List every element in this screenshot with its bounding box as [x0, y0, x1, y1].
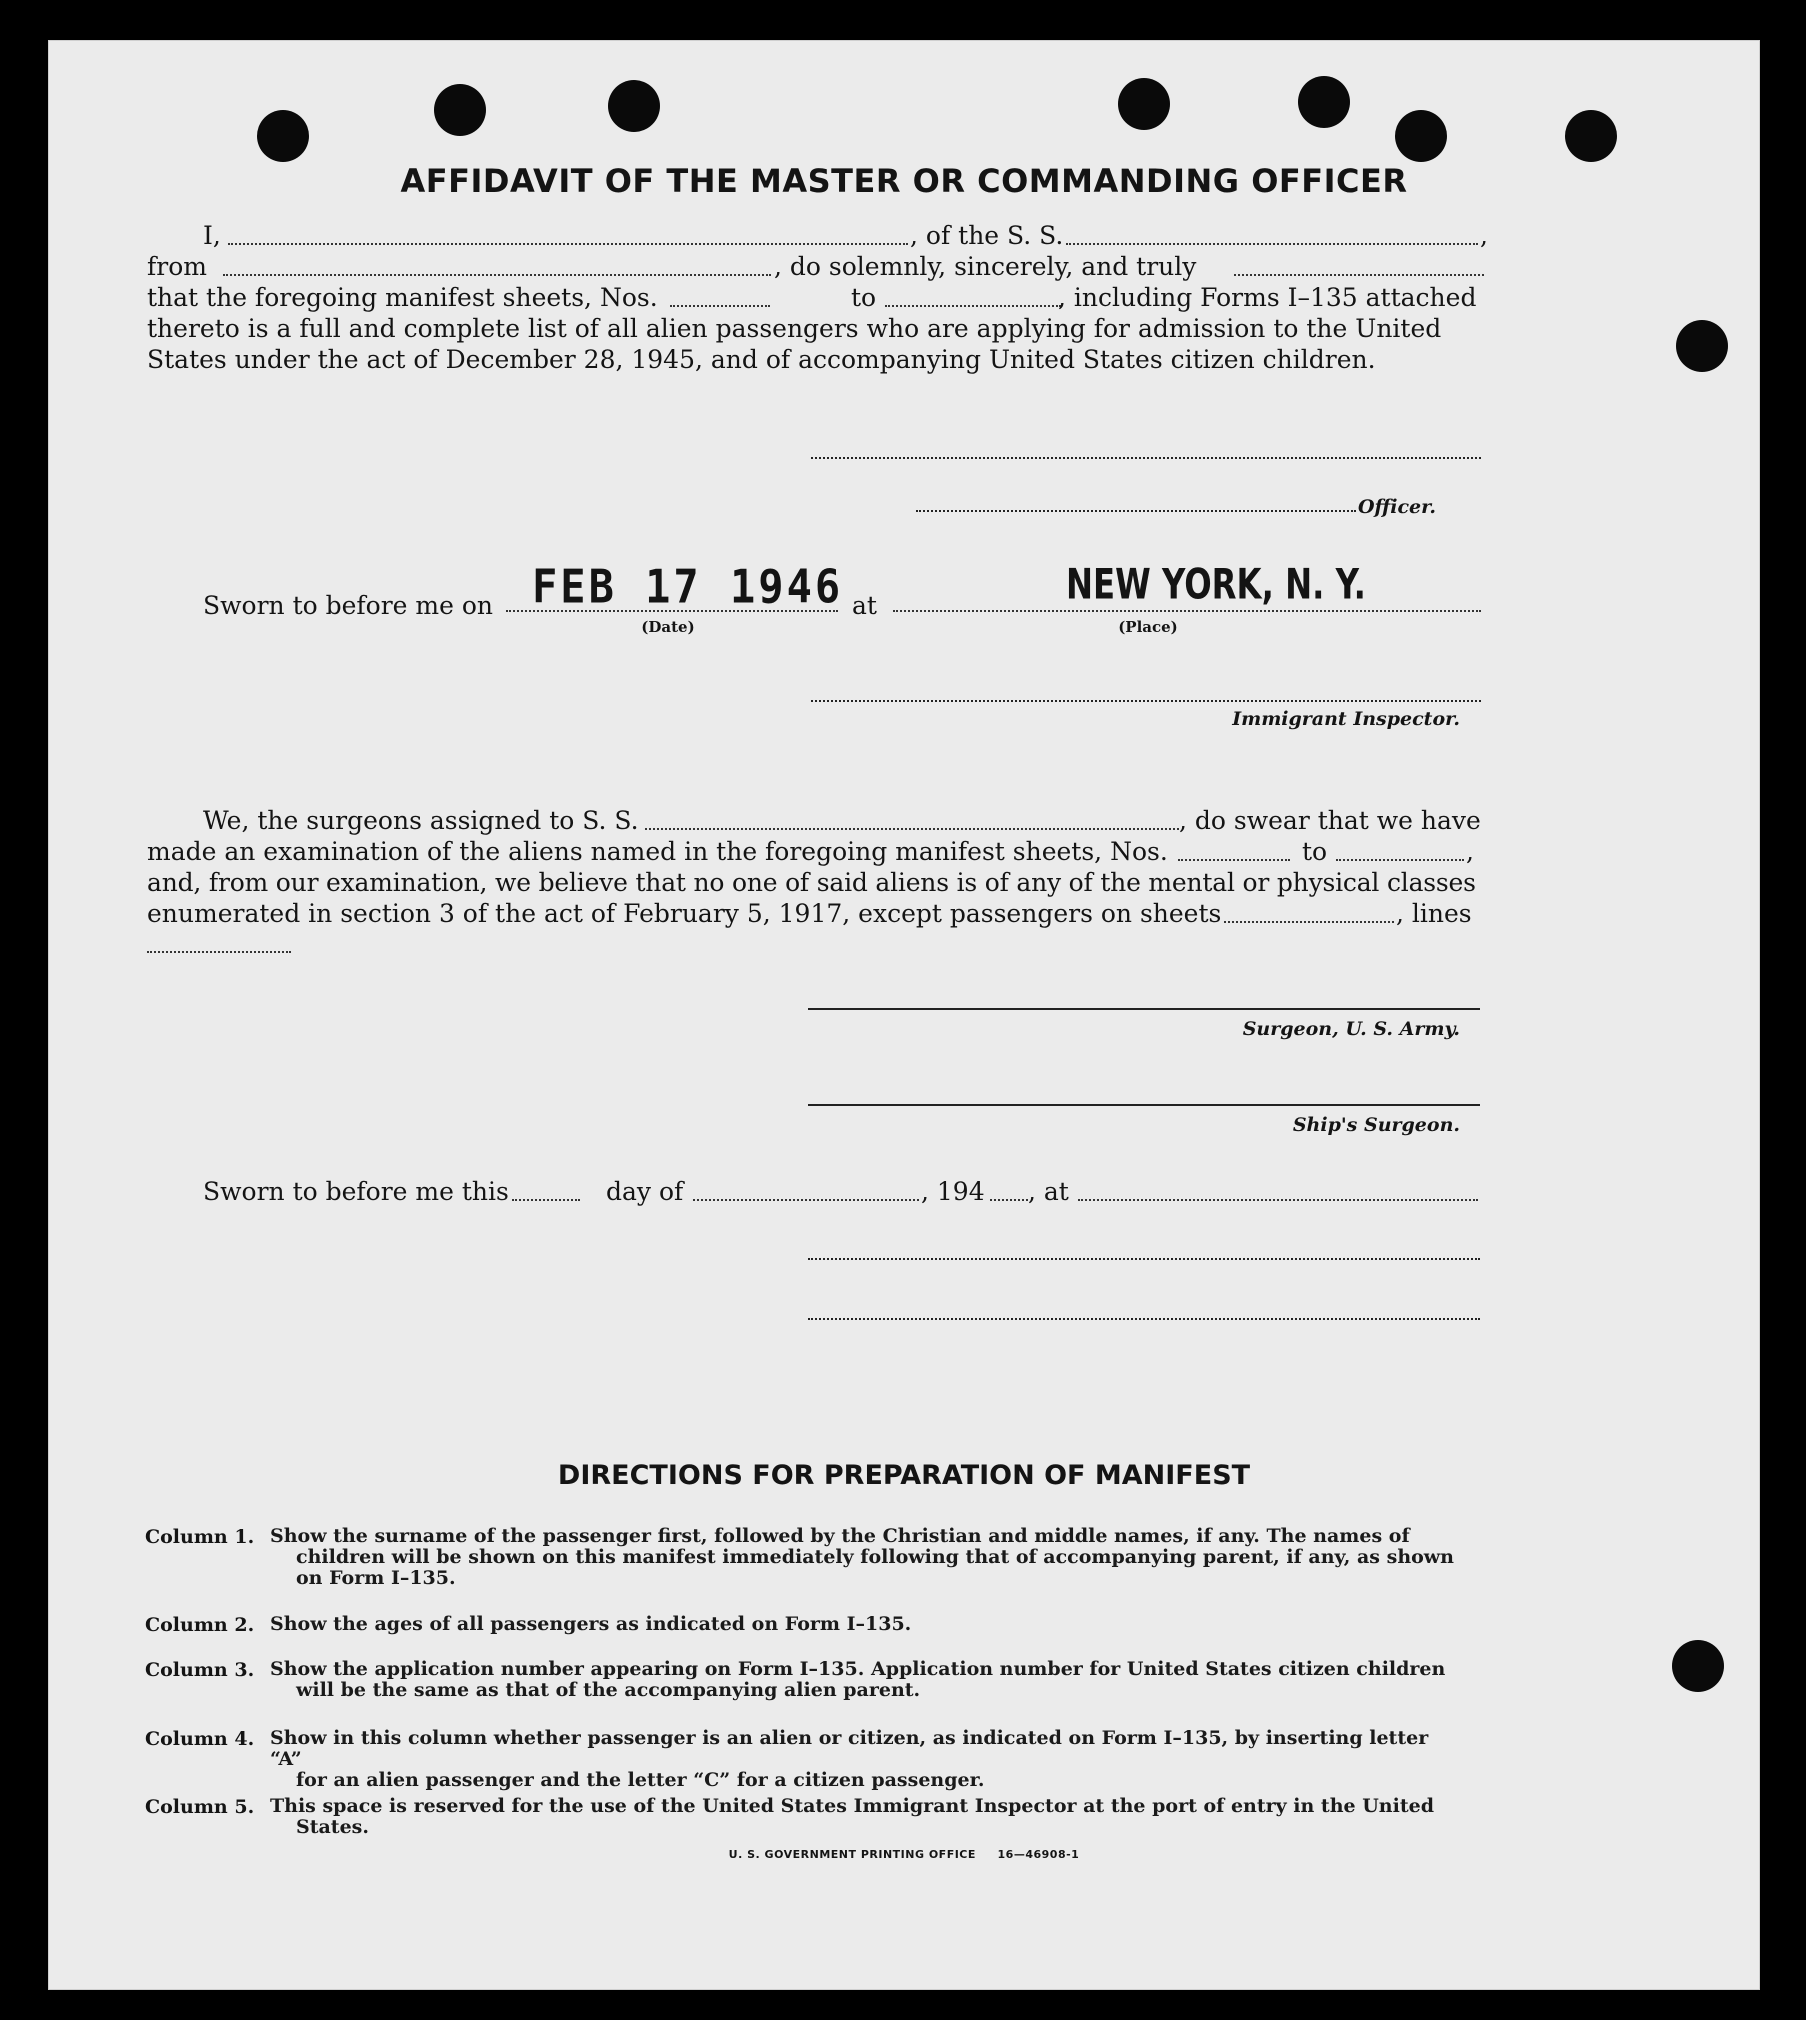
- punch-hole: [1565, 110, 1617, 162]
- page-title: AFFIDAVIT OF THE MASTER OR COMMANDING OFFICER: [400, 162, 1408, 200]
- affidavit-text: , do solemnly, sincerely, and truly: [774, 252, 1197, 281]
- affidavit-text: , of the S. S.: [910, 221, 1064, 250]
- ship-surgeon-caption: Ship's Surgeon.: [1292, 1114, 1460, 1136]
- direction-text: Show the application number appearing on Form I–135. Application number for United States citizen children will be the same as that of the accompanying alien parent.: [270, 1658, 1446, 1701]
- inspector-signature-line[interactable]: [811, 700, 1481, 702]
- surgeons-text: , lines: [1396, 899, 1472, 928]
- sworn-month-field[interactable]: [693, 1199, 919, 1201]
- printing-office-imprint: U. S. GOVERNMENT PRINTING OFFICE 16—46908-1: [728, 1848, 1080, 1861]
- officer-signature-line-2[interactable]: [916, 510, 1356, 512]
- army-surgeon-caption: Surgeon, U. S. Army.: [1242, 1018, 1460, 1040]
- surgeons-text: , do swear that we have: [1179, 806, 1481, 835]
- surgeons-text: and, from our examination, we believe that no one of said aliens is of any of the mental or physical classes: [147, 868, 1476, 897]
- affidavit-text: thereto is a full and complete list of all alien passengers who are applying for admission to the United: [147, 314, 1442, 343]
- surgeons-text: ,: [1466, 837, 1474, 866]
- place-caption: (Place): [1118, 618, 1178, 636]
- directions-title: DIRECTIONS FOR PREPARATION OF MANIFEST: [557, 1460, 1251, 1491]
- date-stamp: FEB 17 1946: [532, 559, 844, 614]
- from-port-field[interactable]: [223, 274, 771, 276]
- affidavit-text: that the foregoing manifest sheets, Nos.: [147, 283, 658, 312]
- direction-label: Column 1.: [145, 1526, 255, 1548]
- master-name-field[interactable]: [228, 243, 908, 245]
- sworn-year-field[interactable]: [990, 1199, 1028, 1201]
- affidavit-text: from: [147, 252, 207, 281]
- sworn-at: at: [852, 591, 877, 620]
- sworn-signature-line-1[interactable]: [808, 1258, 1480, 1260]
- sheets-to-field[interactable]: [885, 305, 1061, 307]
- sheets-from-field[interactable]: [670, 305, 770, 307]
- affidavit-blank-field[interactable]: [1234, 274, 1484, 276]
- direction-text: This space is reserved for the use of the United States Immigrant Inspector at the port of entry in the United States.: [270, 1795, 1434, 1838]
- punch-hole: [1395, 110, 1447, 162]
- officer-signature-line-1[interactable]: [811, 457, 1481, 459]
- punch-hole: [1676, 320, 1728, 372]
- ship-surgeon-signature-line[interactable]: [808, 1104, 1480, 1106]
- surgeons-text: We, the surgeons assigned to S. S.: [203, 806, 639, 835]
- surgeons-text: to: [1302, 837, 1328, 866]
- form-page: [48, 40, 1760, 1990]
- sworn-text: day of: [606, 1177, 684, 1206]
- place-stamp: NEW YORK, N. Y.: [1066, 559, 1366, 609]
- sworn-place-field[interactable]: [893, 610, 1481, 612]
- direction-label: Column 2.: [145, 1614, 255, 1636]
- affidavit-text: ,: [1480, 221, 1488, 250]
- sworn-place2-field[interactable]: [1078, 1199, 1478, 1201]
- date-caption: (Date): [641, 618, 695, 636]
- punch-hole: [1672, 1640, 1724, 1692]
- direction-label: Column 5.: [145, 1796, 255, 1818]
- affidavit-text: States under the act of December 28, 1945, and of accompanying United States citizen children.: [147, 345, 1376, 374]
- direction-text: Show the surname of the passenger first, followed by the Christian and middle names, if any. The names of children will be shown on this manifest immediately following that of accompanying parent, if any, as shown on Form I–135.: [270, 1525, 1454, 1589]
- direction-text: Show in this column whether passenger is an alien or citizen, as indicated on Form I–135, by inserting letter “A” for an alien passenger and the letter “C” for a citizen passenger.: [270, 1727, 1429, 1791]
- punch-hole: [1298, 76, 1350, 128]
- surgeons-text: enumerated in section 3 of the act of February 5, 1917, except passengers on sheets: [147, 899, 1222, 928]
- sworn-signature-line-2[interactable]: [808, 1318, 1480, 1320]
- direction-label: Column 4.: [145, 1728, 255, 1750]
- sworn-text: Sworn to before me this: [203, 1177, 509, 1206]
- sworn-text: , 194: [921, 1177, 985, 1206]
- direction-label: Column 3.: [145, 1659, 255, 1681]
- surgeons-text: made an examination of the aliens named in the foregoing manifest sheets, Nos.: [147, 837, 1168, 866]
- officer-caption: Officer.: [1358, 496, 1437, 518]
- sworn-date-field[interactable]: [506, 610, 838, 612]
- ship-name-field[interactable]: [1066, 243, 1478, 245]
- army-surgeon-signature-line[interactable]: [808, 1008, 1480, 1010]
- punch-hole: [1118, 78, 1170, 130]
- exam-sheets-to-field[interactable]: [1336, 859, 1464, 861]
- surgeons-ship-field[interactable]: [645, 828, 1179, 830]
- sworn-day-field[interactable]: [512, 1199, 580, 1201]
- affidavit-text: to: [851, 283, 877, 312]
- punch-hole: [608, 80, 660, 132]
- direction-text: Show the ages of all passengers as indicated on Form I–135.: [270, 1613, 912, 1635]
- except-sheets-field[interactable]: [1224, 921, 1394, 923]
- sworn-text: , at: [1028, 1177, 1069, 1206]
- punch-hole: [434, 84, 486, 136]
- affidavit-text: I,: [203, 221, 221, 250]
- sworn-label: Sworn to before me on: [203, 591, 494, 620]
- except-lines-field[interactable]: [147, 951, 291, 953]
- inspector-caption: Immigrant Inspector.: [1232, 708, 1460, 730]
- exam-sheets-from-field[interactable]: [1178, 859, 1290, 861]
- punch-hole: [257, 110, 309, 162]
- affidavit-text: , including Forms I–135 attached: [1058, 283, 1477, 312]
